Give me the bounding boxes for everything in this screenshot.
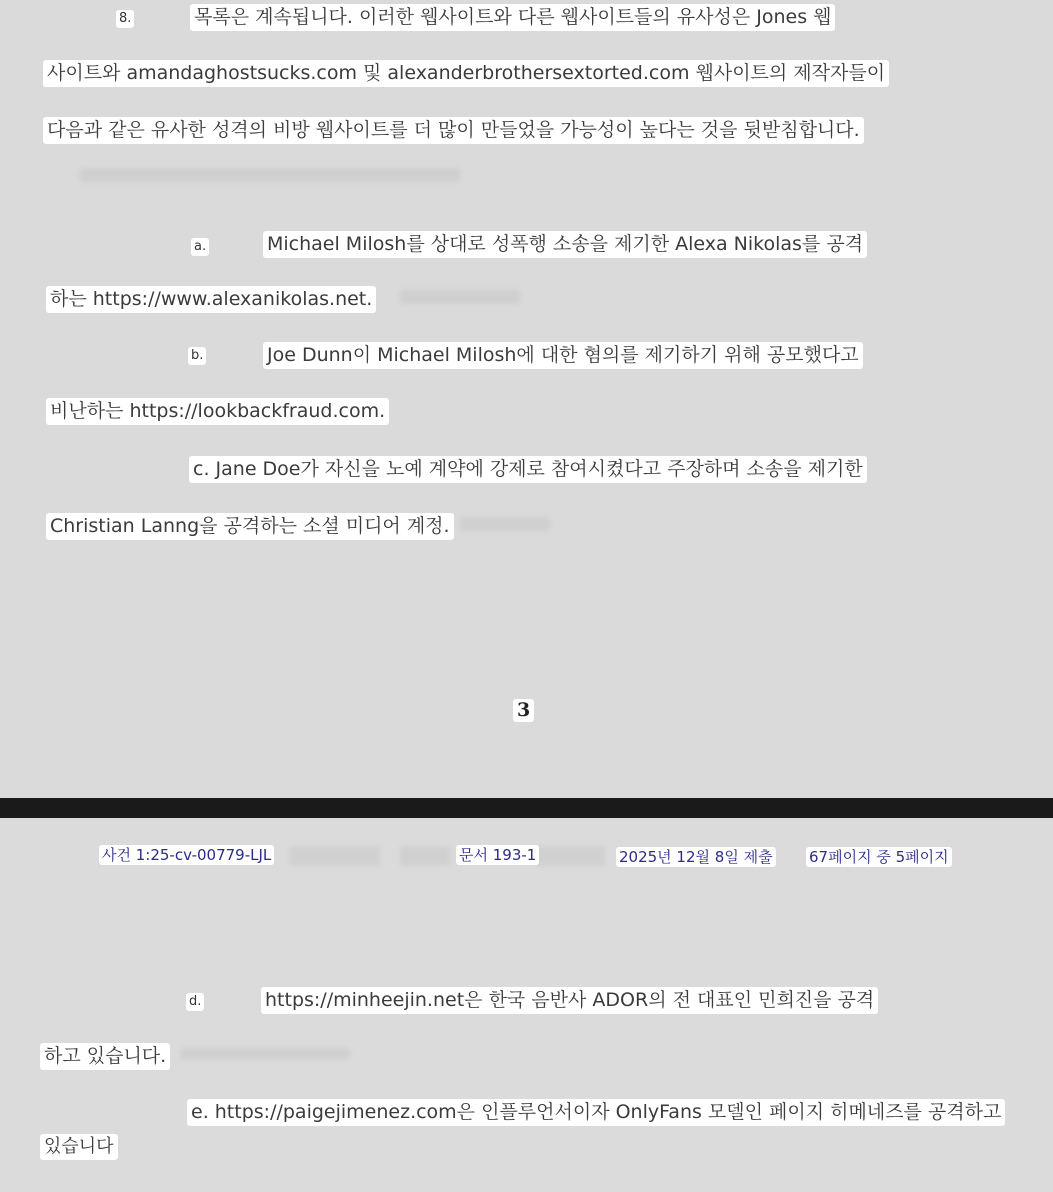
page-number: 3	[513, 699, 534, 722]
item-b-line-1: Joe Dunn이 Michael Milosh에 대한 혐의를 제기하기 위해 공모했다고	[263, 342, 863, 369]
item-e-line-2: 있습니다	[40, 1134, 118, 1160]
scan-artifact	[180, 1048, 350, 1060]
scan-artifact	[80, 168, 460, 182]
item-d-line-1: https://minheejin.net은 한국 음반사 ADOR의 전 대표인 민희진을 공격	[261, 987, 878, 1014]
header-document-number: 문서 193-1	[456, 845, 539, 865]
page-separator	[0, 798, 1053, 818]
scan-artifact	[535, 846, 605, 866]
item-c-line-2: Christian Lanng을 공격하는 소셜 미디어 계정.	[46, 513, 454, 540]
header-case-number: 사건 1:25-cv-00779-LJL	[99, 845, 274, 865]
item-e-line-1: e. https://paigejimenez.com은 인플루언서이자 OnlyFans 모델인 페이지 히메네즈를 공격하고	[187, 1099, 1005, 1126]
item-d-line-2: 하고 있습니다.	[40, 1043, 170, 1070]
scan-artifact	[400, 290, 520, 304]
header-filed-date: 2025년 12월 8일 제출	[616, 847, 776, 867]
paragraph-8-line-3: 다음과 같은 유사한 성격의 비방 웹사이트를 더 많이 만들었을 가능성이 높다는 것을 뒷받침합니다.	[43, 117, 864, 144]
document-page-5	[0, 818, 1053, 1192]
item-d-marker: d.	[186, 993, 204, 1011]
header-page-count: 67페이지 중 5페이지	[806, 847, 952, 867]
item-b-line-2: 비난하는 https://lookbackfraud.com.	[46, 398, 389, 425]
scan-artifact	[290, 846, 380, 866]
item-c-line-1: c. Jane Doe가 자신을 노예 계약에 강제로 참여시켰다고 주장하며 소송을 제기한	[189, 456, 867, 483]
scan-artifact	[400, 846, 450, 866]
item-a-marker: a.	[191, 238, 209, 256]
item-b-marker: b.	[188, 347, 206, 365]
item-a-line-2: 하는 https://www.alexanikolas.net.	[46, 286, 376, 313]
paragraph-8-line-2: 사이트와 amandaghostsucks.com 및 alexanderbrothersextorted.com 웹사이트의 제작자들이	[43, 60, 889, 87]
item-a-line-1: Michael Milosh를 상대로 성폭행 소송을 제기한 Alexa Nikolas를 공격	[263, 231, 867, 258]
scan-artifact	[460, 517, 550, 531]
paragraph-8-line-1: 목록은 계속됩니다. 이러한 웹사이트와 다른 웹사이트들의 유사성은 Jones 웹	[190, 4, 835, 31]
paragraph-marker-8: 8.	[116, 10, 134, 28]
